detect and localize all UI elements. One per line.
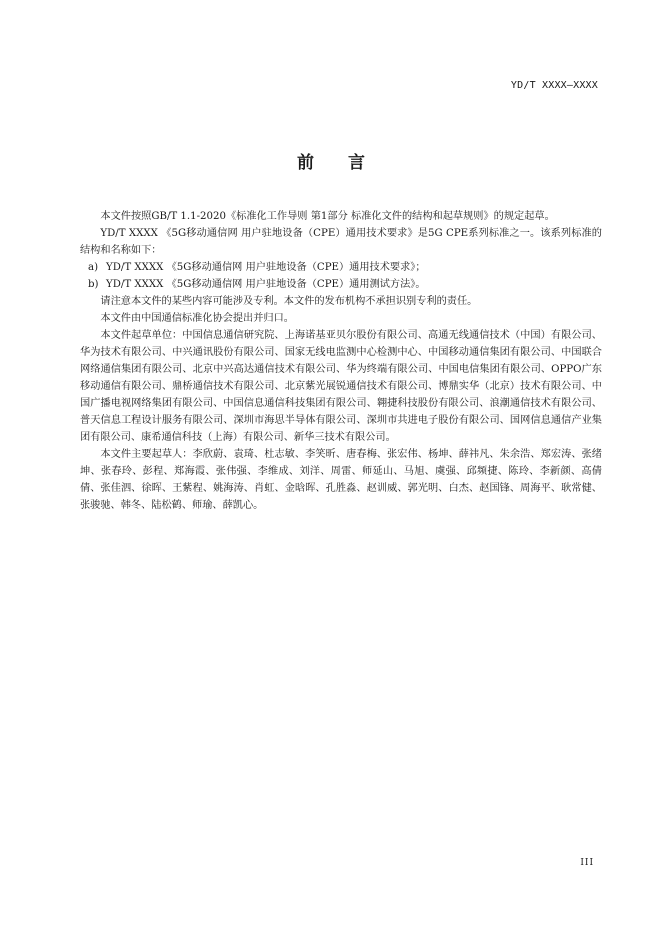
paragraph-drafters: 本文件主要起草人：李欣蔚、袁琦、杜志敏、李笑昕、唐春梅、张宏伟、杨坤、薛祎凡、朱余浩、郑宏涛、张绪坤、张春玲、彭程、郑海霞、张伟强、李维成、刘洋、周雷、师延山、马旭、虞强、邱频捷、陈玲、李新颜、高倩倩、张佳泗、徐晖、王紫程、姚海涛、肖虹、金晗晖、孔胜淼、赵训威、郭光明、白杰、赵国锋、周海平、耿常健、张骏驰、韩冬、陆松鹤、师瑜、薛凯心。 xyxy=(80,449,602,511)
paragraph-series-intro: YD/T XXXX 《5G移动通信网 用户驻地设备（CPE）通用技术要求》是5G CPE系列标准之一。该系列标准的结构和名称如下： xyxy=(80,228,602,256)
list-marker: b) xyxy=(88,279,99,290)
foreword-body xyxy=(80,208,602,514)
list-item-text: YD/T XXXX 《5G移动通信网 用户驻地设备（CPE）通用测试方法》。 xyxy=(106,279,426,290)
paragraph-drafting-rules: 本文件按照GB/T 1.1-2020《标准化工作导则 第1部分 标准化文件的结构和起草规则》的规定起草。 xyxy=(100,211,555,222)
page-number: III xyxy=(580,858,594,868)
list-item xyxy=(80,259,602,276)
list-item xyxy=(80,276,602,293)
list-item-text: YD/T XXXX 《5G移动通信网 用户驻地设备（CPE）通用技术要求》； xyxy=(106,262,426,273)
paragraph-proposer: 本文件由中国通信标准化协会提出并归口。 xyxy=(100,313,294,324)
paragraph-patent-notice: 请注意本文件的某些内容可能涉及专利。本文件的发布机构不承担识别专利的责任。 xyxy=(100,296,478,307)
list-marker: a) xyxy=(88,262,99,273)
paragraph-drafting-units: 本文件起草单位：中国信息通信研究院、上海诺基亚贝尔股份有限公司、高通无线通信技术（中国）有限公司、华为技术有限公司、中兴通讯股份有限公司、国家无线电监测中心检测中心、中国移动通信集团有限公司、中国联合网络通信集团有限公司、北京中兴高达通信技术有限公司、华为终端有限公司、中国电信集团有限公司、OPPO广东移动通信有限公司、鼎桥通信技术有限公司、北京紫光展锐通信技术有限公司、博鼎实华（北京）技术有限公司、中国广播电视网络集团有限公司、中国信息通信科技集团有限公司、翱捷科技股份有限公司、浪潮通信技术有限公司、普天信息工程设计服务有限公司、深圳市海思半导体有限公司、深圳市共进电子股份有限公司、国网信息通信产业集团有限公司、康希通信科技（上海）有限公司、新华三技术有限公司。 xyxy=(80,330,602,443)
page-title: 前言 xyxy=(297,153,399,173)
document-number: YD/T XXXX—XXXX xyxy=(510,80,598,91)
